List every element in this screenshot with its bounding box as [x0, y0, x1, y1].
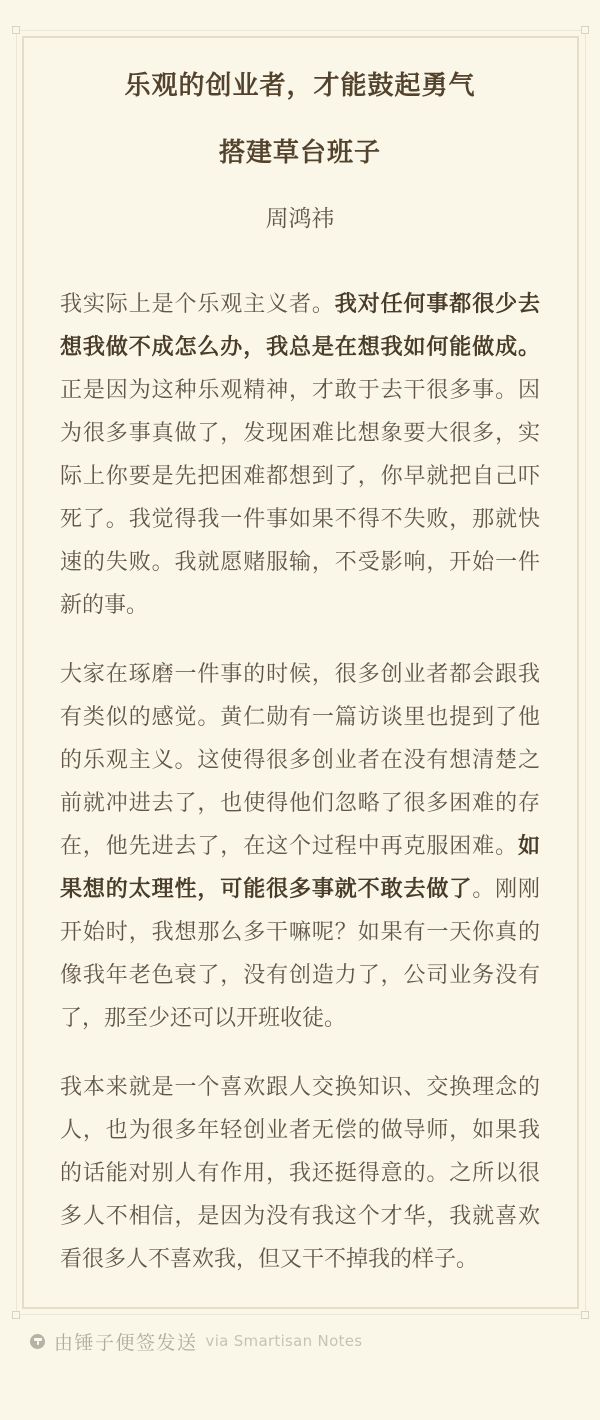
hammer-handle [37, 1341, 39, 1346]
text-run: 大家在琢磨一件事的时候，很多创业者都会跟我有类似的感觉。黄仁勋有一篇访谈里也提到了他的乐观主义。这使得很多创业者在没有想清楚之前就冲进去了，也使得他们忽略了很多困难的存在，他先进去了，在这个过程中再克服困难。 [60, 662, 540, 859]
sent-by-label: 由锤子便签发送 [54, 1331, 198, 1354]
note-title-line1: 乐观的创业者，才能鼓起勇气 [124, 71, 476, 101]
note-content [60, 0, 540, 1281]
paragraph [60, 653, 540, 1040]
corner-ornament-top-left [12, 26, 20, 34]
paragraph [60, 283, 540, 627]
note-title-line2: 搭建草台班子 [218, 138, 381, 168]
paragraph [60, 1066, 540, 1281]
bold-text-run: 如果想的太理性，可能很多事就不敢去做了 [60, 834, 540, 902]
text-run: 我实际上是个乐观主义者。 [60, 292, 335, 317]
corner-ornament-top-right [581, 26, 589, 34]
corner-ornament-bottom-right [581, 1311, 589, 1319]
via-label: via Smartisan Notes [205, 1332, 363, 1350]
corner-ornament-bottom-left [12, 1311, 20, 1319]
smartisan-hammer-icon [30, 1334, 45, 1349]
text-run: 我本来就是一个喜欢跟人交换知识、交换理念的人，也为很多年轻创业者无偿的做导师，如果我的话能对别人有作用，我还挺得意的。之所以很多人不相信，是因为没有我这个才华，我就喜欢看很多人不喜欢我，但又干不掉我的样子。 [60, 1075, 540, 1272]
footer [30, 1331, 363, 1354]
note-body [60, 283, 540, 1281]
text-run: 。刚刚开始时，我想那么多干嘛呢？如果有一天你真的像我年老色衰了，没有创造力了，公司业务没有了，那至少还可以开班收徒。 [60, 877, 540, 1031]
note-author: 周鸿祎 [265, 206, 335, 232]
text-run: 正是因为这种乐观精神，才敢于去干很多事。因为很多事真做了，发现困难比想象要大很多，实际上你要是先把困难都想到了，你早就把自己吓死了。我觉得我一件事如果不得不失败，那就快速的失败。我就愿赌服输，不受影响，开始一件新的事。 [60, 378, 540, 618]
bold-text-run: 我对任何事都很少去想我做不成怎么办，我总是在想我如何能做成。 [60, 292, 540, 360]
